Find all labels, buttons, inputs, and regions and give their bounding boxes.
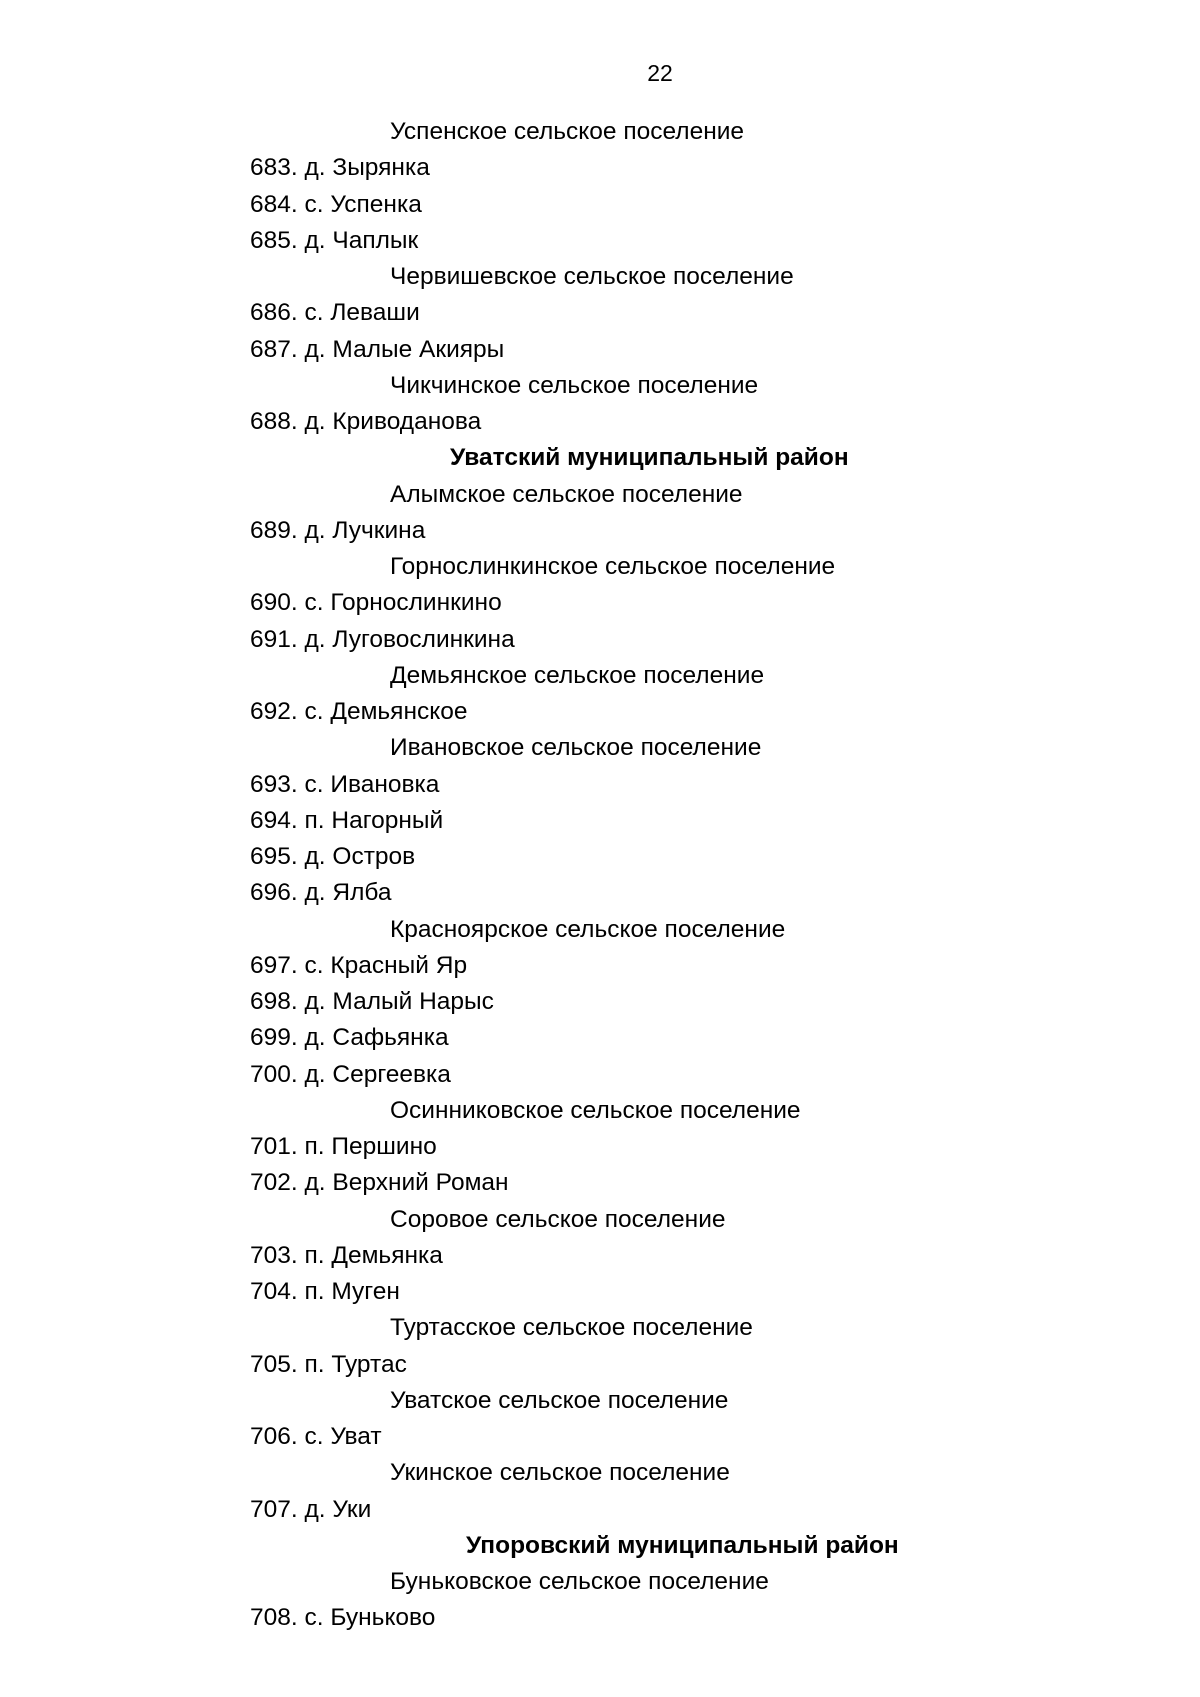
- settlement-heading: Туртасское сельское поселение: [390, 1314, 753, 1342]
- document-body: [250, 114, 1050, 1637]
- list-item: 692. с. Демьянское: [250, 698, 468, 725]
- list-item: 705. п. Туртас: [250, 1350, 407, 1378]
- list-item: 700. д. Сергеевка: [250, 1060, 451, 1088]
- list-item: 701. п. Першино: [250, 1133, 437, 1160]
- page-number: 22: [647, 60, 673, 86]
- settlement-heading: Чикчинское сельское поселение: [390, 371, 759, 399]
- settlement-heading: Красноярское сельское поселение: [390, 915, 786, 943]
- list-item: 706. с. Уват: [250, 1423, 382, 1450]
- list-item: 707. д. Уки: [250, 1495, 372, 1523]
- list-item: 684. с. Успенка: [250, 190, 422, 218]
- settlement-heading: Буньковское сельское поселение: [390, 1568, 769, 1595]
- list-item: 689. д. Лучкина: [250, 516, 426, 544]
- list-item: 699. д. Сафьянка: [250, 1024, 449, 1052]
- settlement-heading: Осинниковское сельское поселение: [390, 1096, 801, 1124]
- list-item: 691. д. Луговослинкина: [250, 625, 515, 653]
- settlement-heading: Червишевское сельское поселение: [390, 263, 794, 290]
- list-item: 697. с. Красный Яр: [250, 951, 468, 979]
- list-item: 686. с. Леваши: [250, 299, 420, 327]
- list-item: 687. д. Малые Акияры: [250, 335, 505, 363]
- settlement-heading: Демьянское сельское поселение: [390, 661, 765, 689]
- settlement-heading: Уватское сельское поселение: [390, 1386, 729, 1414]
- settlement-heading: Алымское сельское поселение: [390, 480, 743, 508]
- district-heading: Упоровский муниципальный район: [466, 1531, 899, 1559]
- settlement-heading: Соровое сельское поселение: [390, 1205, 726, 1233]
- list-item: 683. д. Зырянка: [250, 154, 430, 182]
- settlement-heading: Укинское сельское поселение: [390, 1459, 730, 1487]
- list-item: 703. п. Демьянка: [250, 1241, 443, 1269]
- list-item: 693. с. Ивановка: [250, 770, 440, 798]
- district-heading: Уватский муниципальный район: [450, 444, 849, 472]
- settlement-heading: Успенское сельское поселение: [390, 118, 745, 145]
- list-item: 695. д. Остров: [250, 843, 416, 870]
- settlement-heading: Горнослинкинское сельское поселение: [390, 553, 836, 580]
- list-item: 696. д. Ялба: [250, 879, 392, 907]
- list-item: 685. д. Чаплык: [250, 226, 419, 254]
- list-item: 708. с. Буньково: [250, 1604, 436, 1632]
- settlement-heading: Ивановское сельское поселение: [390, 734, 762, 762]
- list-item: 694. п. Нагорный: [250, 806, 444, 834]
- list-item: 704. п. Муген: [250, 1278, 400, 1305]
- list-item: 702. д. Верхний Роман: [250, 1169, 509, 1197]
- list-item: 698. д. Малый Нарыс: [250, 988, 494, 1015]
- list-item: 688. д. Криводанова: [250, 408, 482, 435]
- list-item: 690. с. Горнослинкино: [250, 589, 502, 617]
